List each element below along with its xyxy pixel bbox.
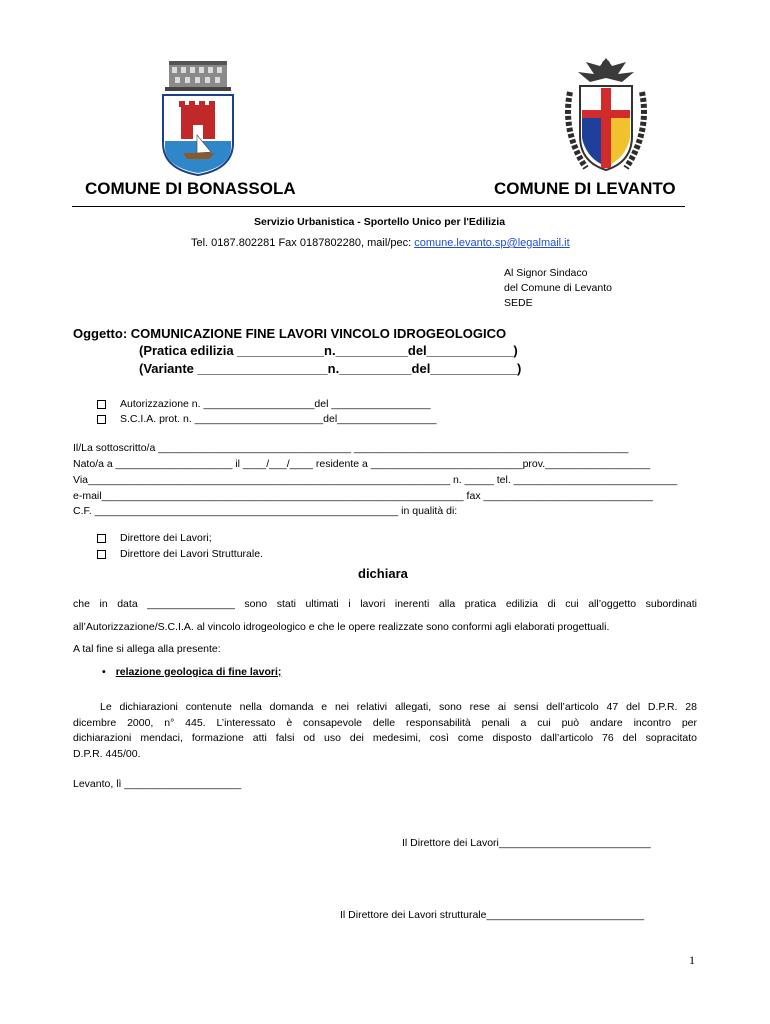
service-line: Servizio Urbanistica - Sportello Unico per l'Edilizia bbox=[254, 216, 506, 228]
bullet: • bbox=[102, 666, 106, 678]
contact-text: Tel. 0187.802281 Fax 0187802280, mail/pec: bbox=[191, 237, 415, 249]
variante-line: (Variante __________________n.__________del____________) bbox=[139, 361, 522, 376]
attach-intro: A tal fine si allega alla presente: bbox=[73, 643, 221, 655]
declaration-line-1: che in data _______________ sono stati ultimati i lavori inerenti alla pratica edilizia di cui all’oggetto subordinati bbox=[73, 598, 697, 610]
levanto-crest bbox=[556, 52, 656, 180]
recipient-line-3: SEDE bbox=[504, 297, 533, 309]
email-link[interactable]: comune.levanto.sp@legalmail.it bbox=[414, 237, 570, 249]
director-signature[interactable]: Il Direttore dei Lavori__________________________ bbox=[402, 837, 651, 849]
legal-line-1: Le dichiarazioni contenute nella domanda e nei relativi allegati, sono rese ai sensi dell’articolo 47 del D.P.R. 28 bbox=[100, 701, 697, 713]
field-email[interactable]: e-mail______________________________________________________________ fax _____________________________ bbox=[73, 490, 653, 502]
legal-line-3: dichiarazioni mendaci, formazione atti falsi od uso dei medesimi, così come disposto dall’articolo 76 del sopracitato bbox=[73, 732, 697, 744]
option-autorizzazione bbox=[97, 398, 431, 410]
subject-title: COMUNICAZIONE FINE LAVORI VINCOLO IDROGEOLOGICO bbox=[130, 326, 507, 341]
field-cf[interactable]: C.F. ____________________________________________________ in qualità di: bbox=[73, 505, 458, 517]
dichiara-heading: dichiara bbox=[358, 566, 408, 581]
header-rule bbox=[72, 206, 685, 207]
field-nato[interactable]: Nato/a a ____________________ il ____/___/____ residente a __________________________prov.__________________ bbox=[73, 458, 651, 470]
field-sottoscritto[interactable]: Il/La sottoscritto/a _________________________________ _______________________________________________ bbox=[73, 442, 629, 454]
option-label: Autorizzazione n. ___________________del _________________ bbox=[120, 398, 431, 410]
option-label: Direttore dei Lavori Strutturale. bbox=[120, 548, 263, 560]
legal-line-2: dicembre 2000, n° 445. L’interessato è consapevole delle responsabilità penali a cui può andare incontro per bbox=[73, 717, 697, 729]
attachment-label: relazione geologica di fine lavori; bbox=[115, 666, 282, 678]
levanto-title: COMUNE DI LEVANTO bbox=[494, 179, 676, 198]
attachment-item bbox=[102, 666, 281, 678]
option-scia bbox=[97, 413, 436, 425]
option-direttore bbox=[97, 532, 212, 544]
option-label: Direttore dei Lavori; bbox=[120, 532, 212, 544]
pratica-line: (Pratica edilizia ____________n.__________del____________) bbox=[139, 343, 518, 358]
checkbox[interactable] bbox=[97, 534, 106, 543]
structural-director-signature[interactable]: Il Direttore dei Lavori strutturale___________________________ bbox=[340, 909, 645, 921]
contact-line bbox=[191, 237, 570, 249]
option-label: S.C.I.A. prot. n. ______________________del_________________ bbox=[120, 413, 437, 425]
page-number: 1 bbox=[689, 953, 695, 967]
declaration-line-2: all’Autorizzazione/S.C.I.A. al vincolo idrogeologico e che le opere realizzate sono conformi agli elaborati progettuali. bbox=[73, 621, 610, 633]
subject-prefix: Oggetto: bbox=[73, 326, 128, 341]
bonassola-crest bbox=[157, 55, 239, 177]
checkbox[interactable] bbox=[97, 400, 106, 409]
legal-line-4: D.P.R. 445/00. bbox=[73, 748, 141, 760]
option-direttore-strutturale bbox=[97, 548, 263, 560]
field-via[interactable]: Via______________________________________________________________ n. _____ tel. ____________________________ bbox=[73, 474, 678, 486]
subject-line bbox=[73, 326, 506, 341]
recipient-line-2: del Comune di Levanto bbox=[504, 282, 612, 294]
place-date[interactable]: Levanto, lì ____________________ bbox=[73, 778, 242, 790]
bonassola-title: COMUNE DI BONASSOLA bbox=[85, 179, 296, 198]
checkbox[interactable] bbox=[97, 550, 106, 559]
checkbox[interactable] bbox=[97, 415, 106, 424]
recipient-line-1: Al Signor Sindaco bbox=[504, 267, 588, 279]
